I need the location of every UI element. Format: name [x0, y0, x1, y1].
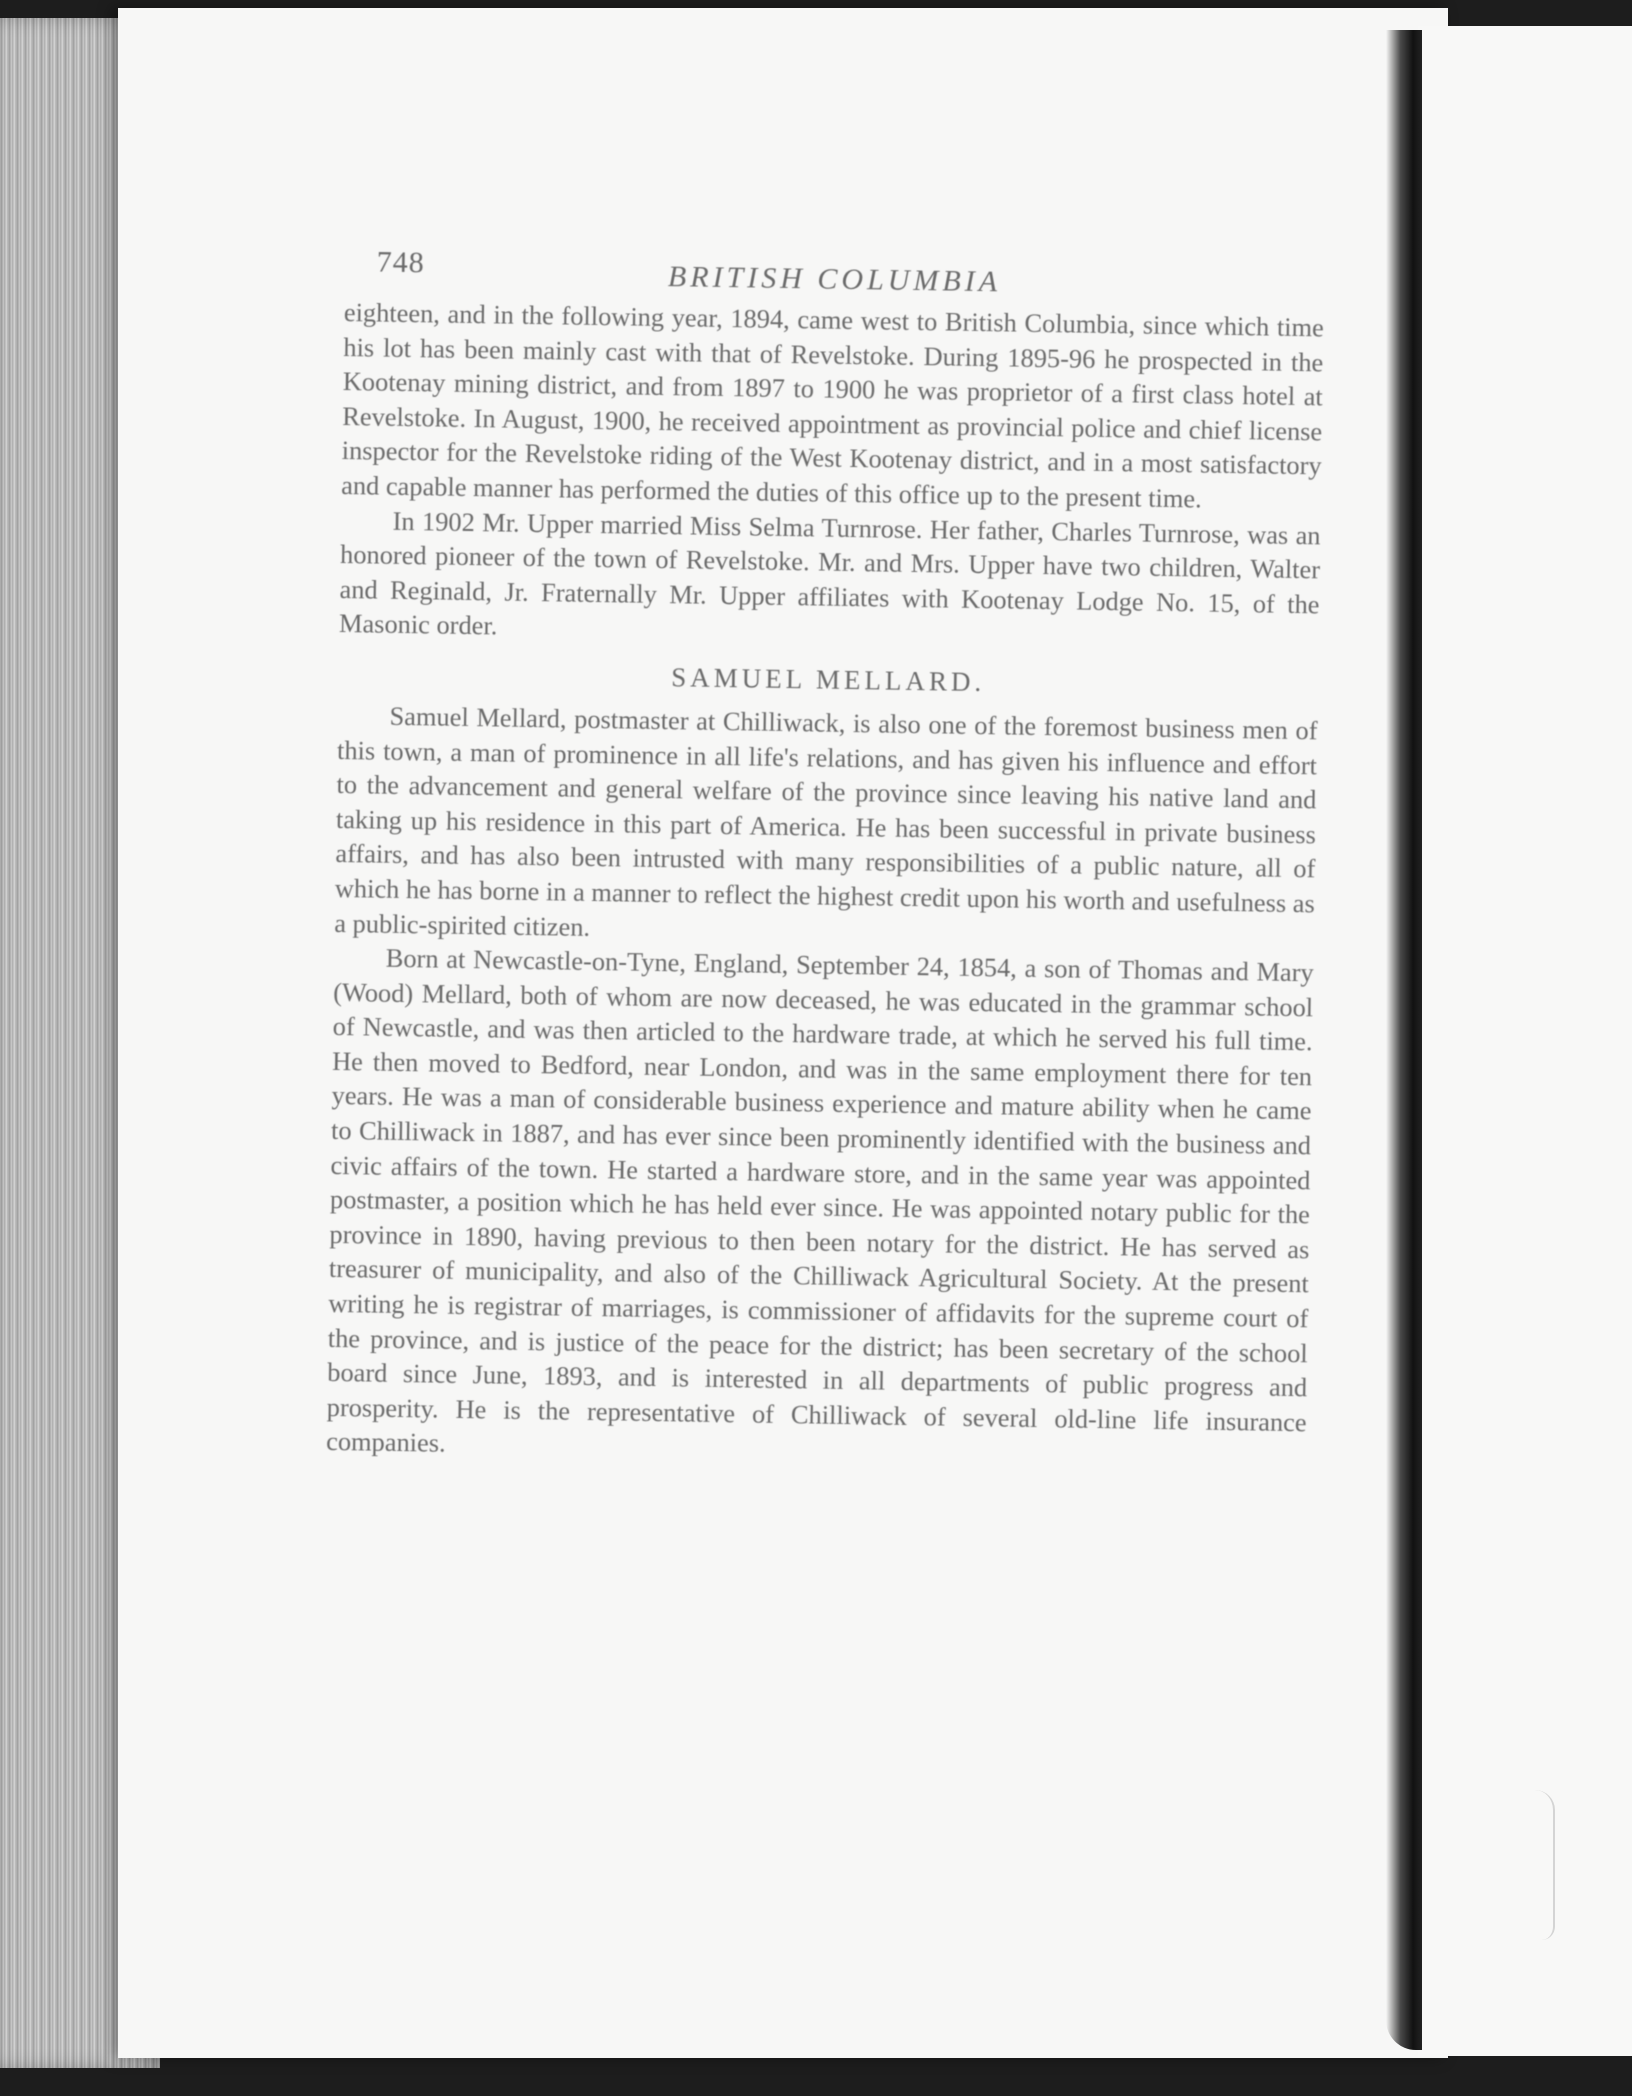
paragraph-mellard-intro: Samuel Mellard, postmaster at Chilliwack, is also one of the foremost business men of this town, a man of prominence in all life's relations, and has given his influence and effort to the advancement and general welfare of the province since leaving his native land and taking up his residence in this part of America. He has been successful in private business affairs, and has also been intrusted with many responsibilities of a public nature, all of which he has borne in a manner to reflect the highest credit upon his worth and usefulness as a public-spirited citizen.: [334, 700, 1318, 942]
facing-page-mark: [1535, 1790, 1555, 1940]
biography-section: [326, 657, 1318, 1474]
section-heading: SAMUEL MELLARD.: [671, 662, 986, 698]
paragraph-upper-marriage: In 1902 Mr. Upper married Miss Selma Turnrose. Her father, Charles Turnrose, was an honored pioneer of the town of Revelstoke. Mr. and Mrs. Upper have two children, Walter and Reginald, Jr. Fraternally Mr. Upper affiliates with Kootenay Lodge No. 15, of the Masonic order.: [338, 505, 1321, 641]
running-head: BRITISH COLUMBIA: [667, 260, 1002, 299]
facing-page: [1418, 26, 1632, 2056]
page-number: 748: [376, 245, 425, 280]
paragraph-continued: eighteen, and in the following year, 1894, came west to British Columbia, since which time his lot has been mainly cast with that of Revelstoke. During 1895-96 he prospected in the Kootenay mining district, and from 1897 to 1900 he was proprietor of a first class hotel at Revelstoke. In August, 1900, he received appointment as provincial police and chief license inspector for the Revelstoke riding of the West Kootenay district, and in a most satisfactory and capable manner has performed the duties of this office up to the present time.: [340, 296, 1325, 514]
page-text-block: [326, 245, 1325, 1474]
paragraph-mellard-biography: Born at Newcastle-on-Tyne, England, September 24, 1854, a son of Thomas and Mary (Wood) Mellard, both of whom are now deceased, he was educated in the grammar school of Newcastle, and was then articled to the hardware trade, at which he served his full time. He then moved to Bedford, near London, and was in the same employment there for ten years. He was a man of considerable business experience and mature ability when he came to Chilliwack in 1887, and has ever since been prominently identified with the business and civic affairs of the town. He started a hardware store, and in the same year was appointed postmaster, a position which he has held ever since. He was appointed notary public for the province in 1890, having previous to then been notary for the district. He has served as treasurer of municipality, and also of the Chilliwack Agricultural Society. At the present writing he is registrar of marriages, is commissioner of affidavits for the supreme court of the province, and is justice of the peace for the district; has been secretary of the school board since June, 1893, and is interested in all departments of public progress and prosperity. He is the representative of Chilliwack of several old-line life insurance companies.: [325, 942, 1314, 1459]
book-gutter-shadow: [1386, 30, 1422, 2050]
